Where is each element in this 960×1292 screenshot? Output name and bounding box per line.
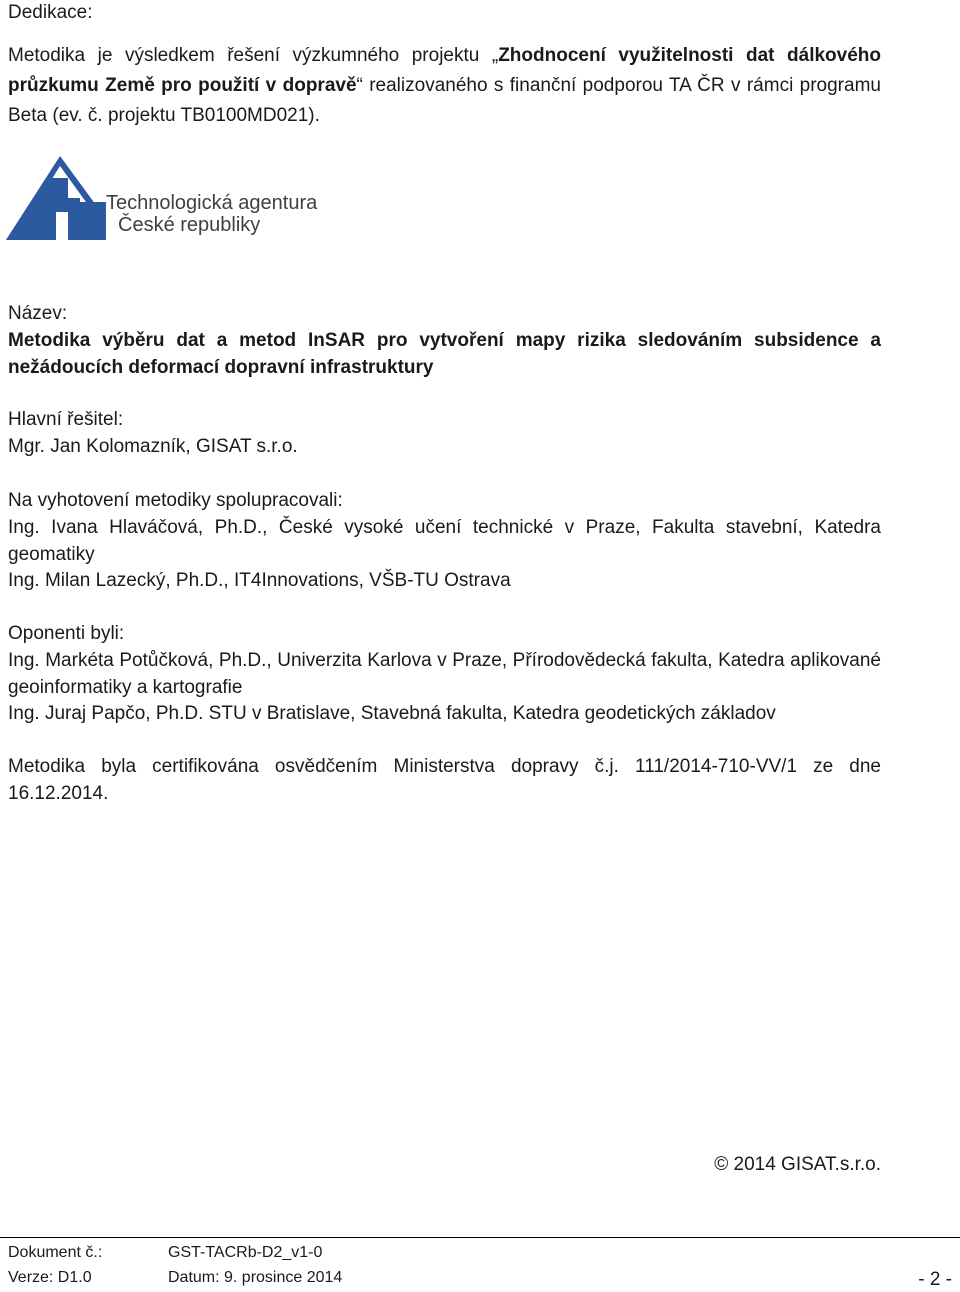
dedication-text — [8, 41, 881, 131]
opponent-item: Ing. Markéta Potůčková, Ph.D., Univerzita Karlova v Praze, Přírodovědecká fakulta, Katedra aplikované geoinformatiky a kartografie — [8, 650, 881, 698]
page-number: - 2 - — [918, 1269, 952, 1290]
footer-doc-value: GST-TACRb-D2_v1-0 — [168, 1244, 323, 1261]
dedication-text-post: “ realizovaného s finanční podporou TA ČR v rámci programu Beta (ev. č. projektu TB0100MD021). — [8, 75, 881, 126]
dedication-heading: Dedikace: — [8, 2, 93, 23]
collaborator-item: Ing. Ivana Hlaváčová, Ph.D., České vysoké učení technické v Praze, Fakulta stavební, Katedra geomatiky — [8, 517, 881, 565]
collaborators-label: Na vyhotovení metodiky spolupracovali: — [8, 490, 343, 511]
ta-cr-logo — [6, 154, 316, 244]
logo-line-2: České republiky — [118, 214, 261, 236]
certification-text: Metodika byla certifikována osvědčením Ministerstva dopravy č.j. 111/2014-710-VV/1 ze dne 16.12.2014. — [8, 756, 881, 804]
title-label: Název: — [8, 303, 68, 324]
logo-line-1: Technologická agentura — [106, 192, 318, 214]
lead-label: Hlavní řešitel: — [8, 409, 124, 430]
dedication-text-pre: Metodika je výsledkem řešení výzkumného projektu „ — [8, 45, 499, 66]
footer-version: Verze: D1.0 — [8, 1269, 92, 1286]
collaborator-item: Ing. Milan Lazecký, Ph.D., IT4Innovations, VŠB-TU Ostrava — [8, 570, 511, 591]
opponents-label: Oponenti byli: — [8, 623, 125, 644]
footer-divider — [0, 1237, 960, 1238]
footer-doc-label: Dokument č.: — [8, 1244, 103, 1261]
project-name: Zhodnocení využitelnosti dat dálkového průzkumu Země pro použití v dopravě — [8, 45, 881, 96]
footer-date: Datum: 9. prosince 2014 — [168, 1269, 343, 1286]
lead-name: Mgr. Jan Kolomazník, GISAT s.r.o. — [8, 436, 298, 457]
opponent-item: Ing. Juraj Papčo, Ph.D. STU v Bratislave, Stavebná fakulta, Katedra geodetických základov — [8, 703, 776, 724]
title-text: Metodika výběru dat a metod InSAR pro vytvoření mapy rizika sledováním subsidence a nežádoucích deformací dopravní infrastruktury — [8, 330, 881, 378]
copyright: © 2014 GISAT.s.r.o. — [714, 1154, 881, 1175]
